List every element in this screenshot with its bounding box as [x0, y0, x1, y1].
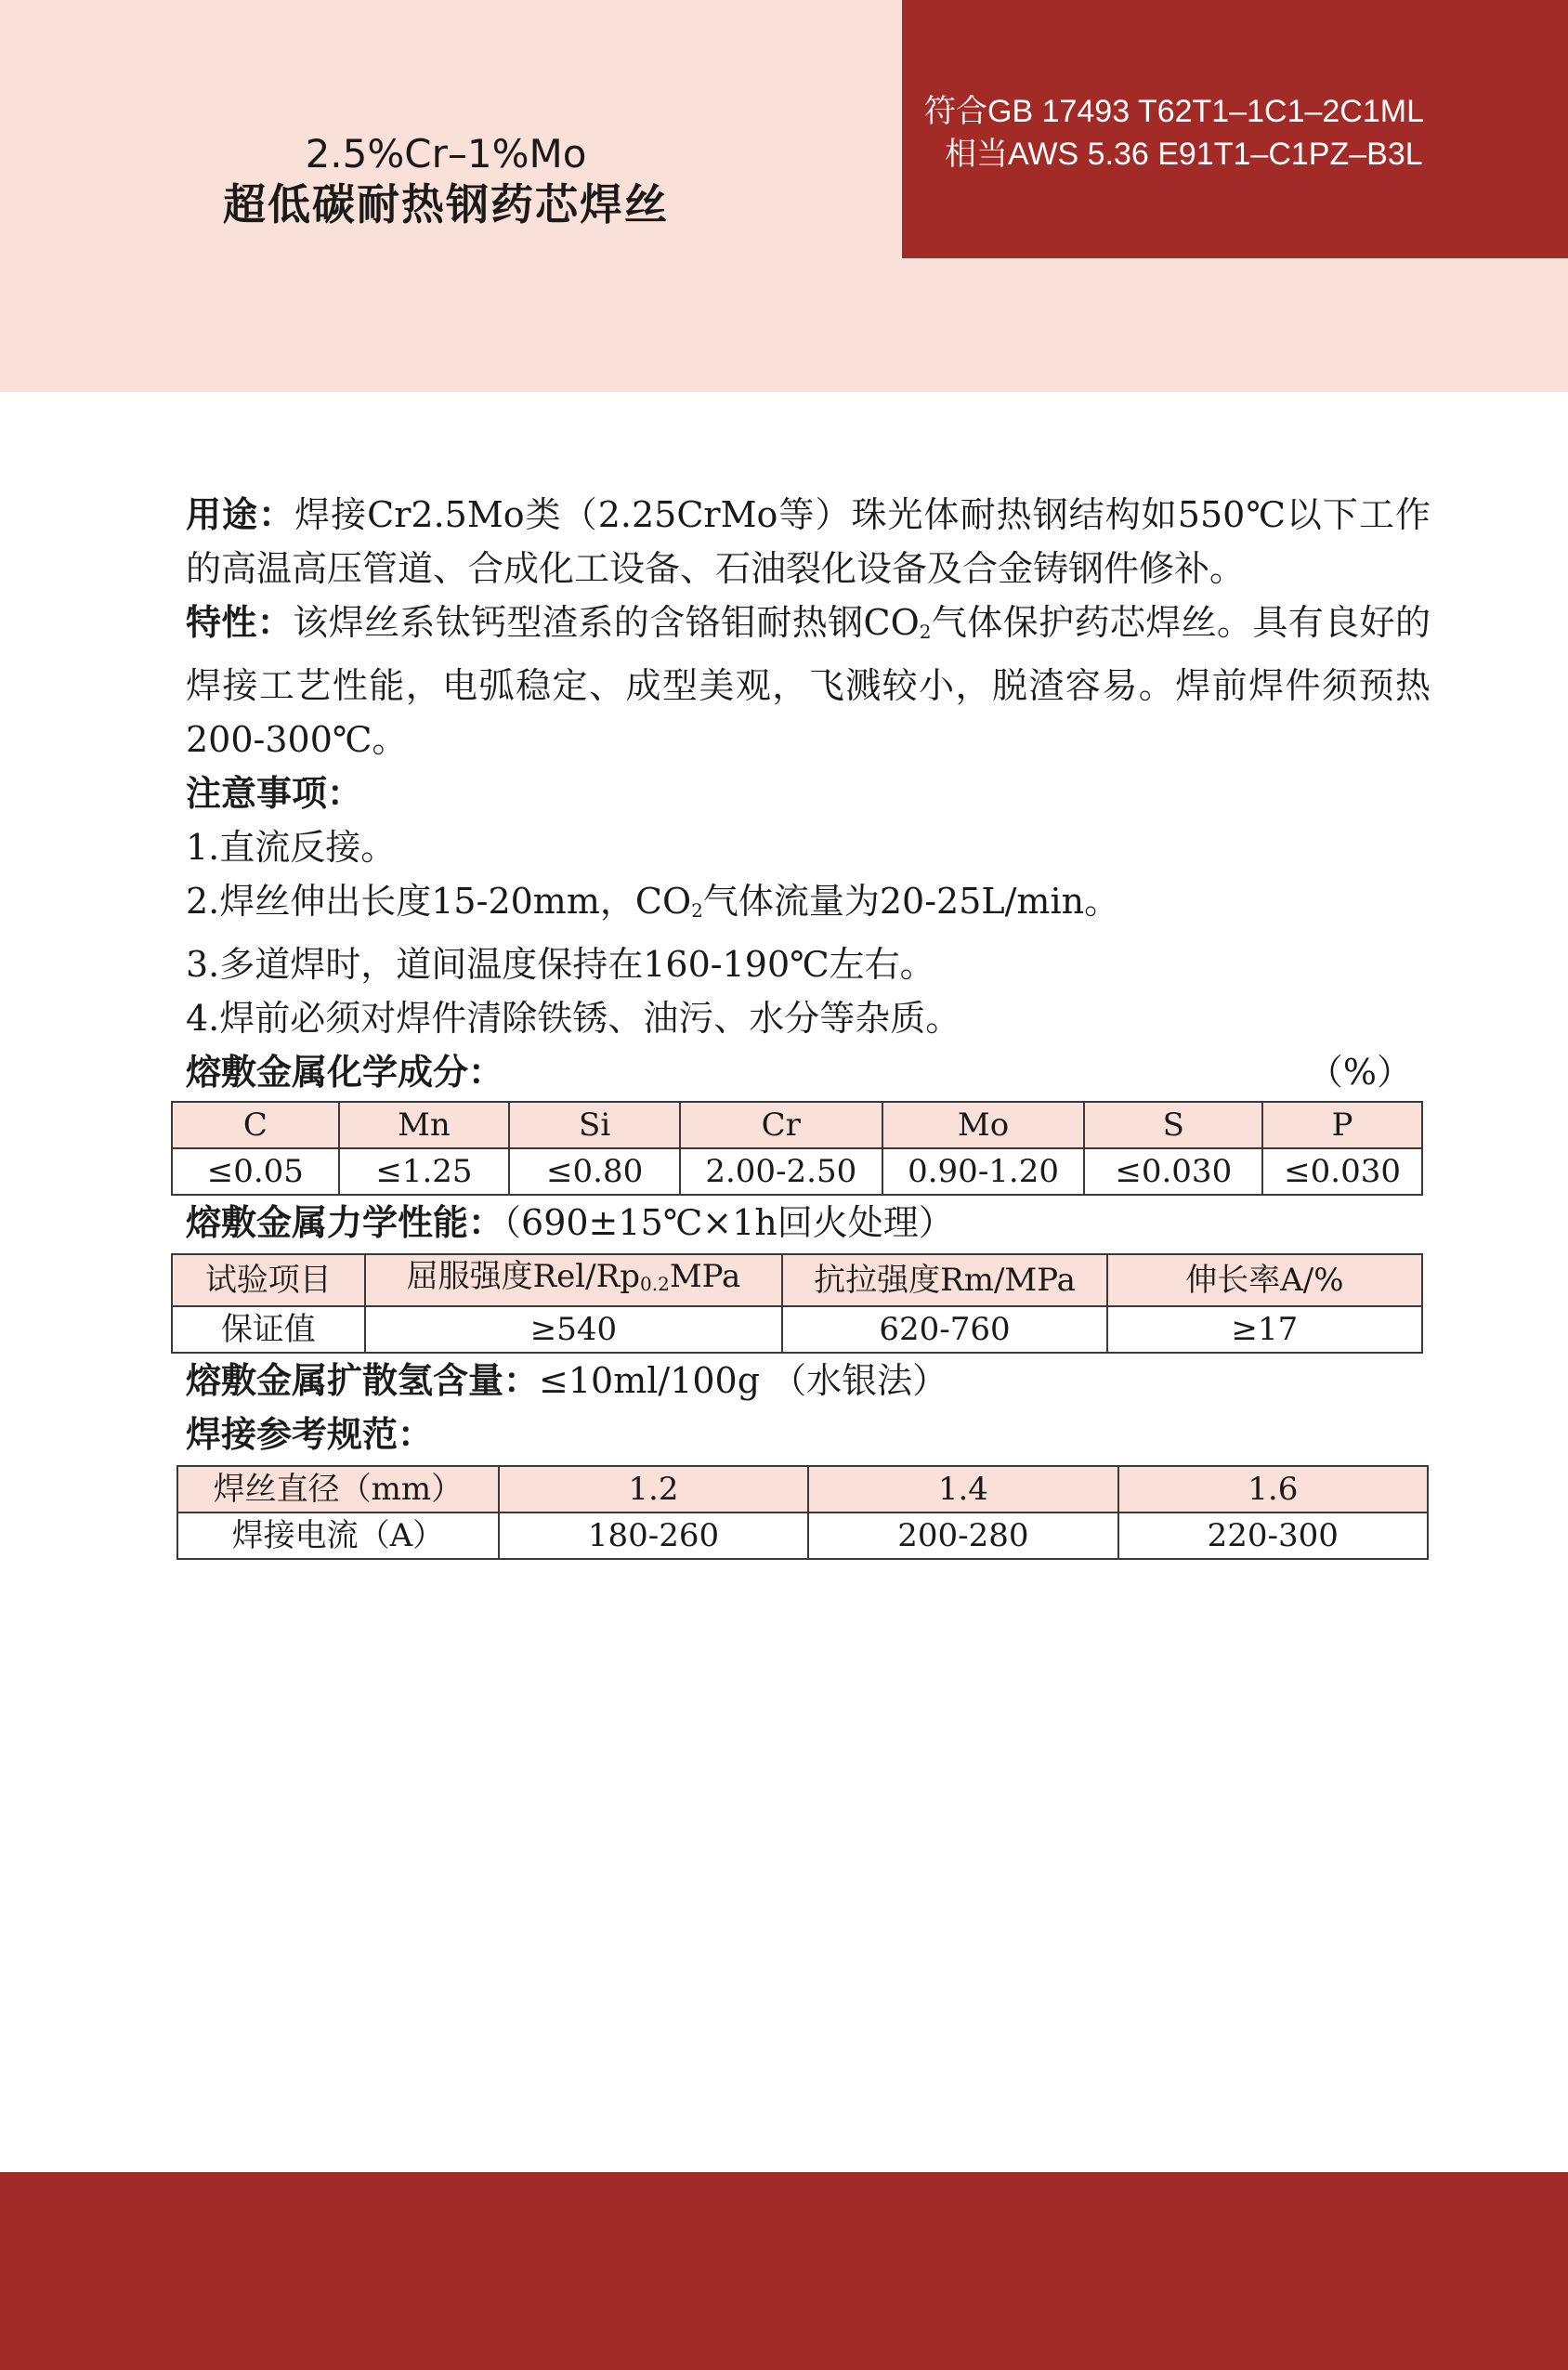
- note-item-2-a: 2.焊丝伸出长度15-20mm，CO: [186, 881, 692, 922]
- table-header-cell: S: [1084, 1102, 1262, 1148]
- table-cell: ≤0.030: [1084, 1148, 1262, 1195]
- mechanical-heading-text: 熔敷金属力学性能：: [186, 1202, 504, 1243]
- table-header-cell: Si: [509, 1102, 680, 1148]
- table-cell: ≤1.25: [339, 1148, 510, 1195]
- table-header-cell: P: [1262, 1102, 1422, 1148]
- table-header-cell: Mn: [339, 1102, 510, 1148]
- note-item-4: 4.焊前必须对焊件清除铁锈、油污、水分等杂质。: [186, 998, 961, 1039]
- note-item-2: [186, 874, 1431, 937]
- chemistry-heading: [186, 1045, 1431, 1099]
- notes-heading: 注意事项：: [186, 773, 363, 814]
- hydrogen-heading-text: 熔敷金属扩散氢含量：: [186, 1360, 540, 1401]
- table-cell: 620-760: [782, 1306, 1107, 1353]
- table-cell: ≥540: [365, 1306, 783, 1353]
- note-item-3: 3.多道焊时，道间温度保持在160-190℃左右。: [186, 944, 935, 985]
- co2-subscript: 2: [919, 621, 932, 643]
- table-header-cell: Cr: [680, 1102, 882, 1148]
- table-cell: 保证值: [172, 1306, 365, 1353]
- yield-strength-label: 屈服强度Rel/Rp: [406, 1258, 640, 1295]
- features-text-a: 该焊丝系钛钙型渣系的含铬钼耐热钢CO: [293, 602, 920, 643]
- product-title-name: 超低碳耐热钢药芯焊丝: [223, 179, 669, 229]
- standard-gb: 符合GB 17493 T62T1–1C1–2C1ML: [924, 94, 1425, 129]
- mechanical-heading: [186, 1196, 1431, 1250]
- mechanical-table: [171, 1253, 1423, 1354]
- product-title: [167, 130, 725, 230]
- note-item-1: 1.直流反接。: [186, 827, 397, 868]
- table-cell: ≥17: [1107, 1306, 1422, 1353]
- table-header-cell: [365, 1254, 783, 1306]
- table-header-cell: 试验项目: [172, 1254, 365, 1306]
- rp-subscript: 0.2: [640, 1273, 670, 1295]
- welding-heading: 焊接参考规范：: [186, 1414, 434, 1455]
- hydrogen-value: ≤10ml/100g （水银法）: [539, 1360, 948, 1401]
- table-header-cell: C: [172, 1102, 339, 1148]
- footer-band: [0, 2172, 1568, 2370]
- hydrogen-heading: [186, 1354, 1431, 1408]
- table-cell: 2.00-2.50: [680, 1148, 882, 1195]
- table-cell: 200-280: [808, 1512, 1117, 1559]
- chemistry-unit: （%）: [1307, 1052, 1412, 1093]
- table-cell: ≤0.05: [172, 1148, 339, 1195]
- note-item-2-b: 气体流量为20-25L/min。: [702, 881, 1120, 922]
- usage-paragraph: [186, 488, 1431, 596]
- features-paragraph: [186, 596, 1431, 766]
- table-cell: 180-260: [499, 1512, 808, 1559]
- co2-subscript: 2: [691, 899, 703, 922]
- usage-text: 焊接Cr2.5Mo类（2.25CrMo等）珠光体耐热钢结构如550℃以下工作的高温高压管道、合成化工设备、石油裂化设备及合金铸钢件修补。: [186, 494, 1431, 589]
- table-cell: 焊接电流（A）: [177, 1512, 499, 1559]
- table-header-cell: 1.2: [499, 1466, 808, 1512]
- table-header-row: [177, 1466, 1428, 1512]
- table-header-cell: 抗拉强度Rm/MPa: [782, 1254, 1107, 1306]
- table-cell: 0.90-1.20: [882, 1148, 1085, 1195]
- table-header-cell: 1.4: [808, 1466, 1117, 1512]
- yield-strength-unit: MPa: [669, 1258, 741, 1295]
- table-header-cell: 焊丝直径（mm）: [177, 1466, 499, 1512]
- product-title-grade: 2.5%Cr–1%Mo: [305, 131, 587, 177]
- usage-label: 用途：: [186, 494, 295, 535]
- features-text-b: 气体保护药芯焊丝。具有良好的焊接工艺性能，电弧稳定、成型美观，飞溅较小，脱渣容易。焊前焊件须预热200-300℃。: [186, 602, 1431, 760]
- welding-table: [176, 1465, 1429, 1560]
- table-row: [177, 1512, 1428, 1559]
- table-header-row: [172, 1102, 1422, 1148]
- table-header-cell: 1.6: [1118, 1466, 1428, 1512]
- table-cell: ≤0.80: [509, 1148, 680, 1195]
- chemistry-table: [171, 1101, 1423, 1196]
- table-row: [172, 1306, 1422, 1353]
- table-header-row: [172, 1254, 1422, 1306]
- standard-aws: 相当AWS 5.36 E91T1–C1PZ–B3L: [945, 137, 1423, 172]
- standard-box: [902, 0, 1568, 258]
- table-row: [172, 1148, 1422, 1195]
- mechanical-condition: （690±15℃×1h回火处理）: [503, 1202, 954, 1243]
- table-header-cell: Mo: [882, 1102, 1085, 1148]
- features-label: 特性：: [186, 602, 294, 643]
- table-header-cell: 伸长率A/%: [1107, 1254, 1422, 1306]
- spec-content: [186, 488, 1431, 1560]
- chemistry-heading-text: 熔敷金属化学成分：: [186, 1052, 504, 1093]
- table-cell: ≤0.030: [1262, 1148, 1422, 1195]
- table-cell: 220-300: [1118, 1512, 1428, 1559]
